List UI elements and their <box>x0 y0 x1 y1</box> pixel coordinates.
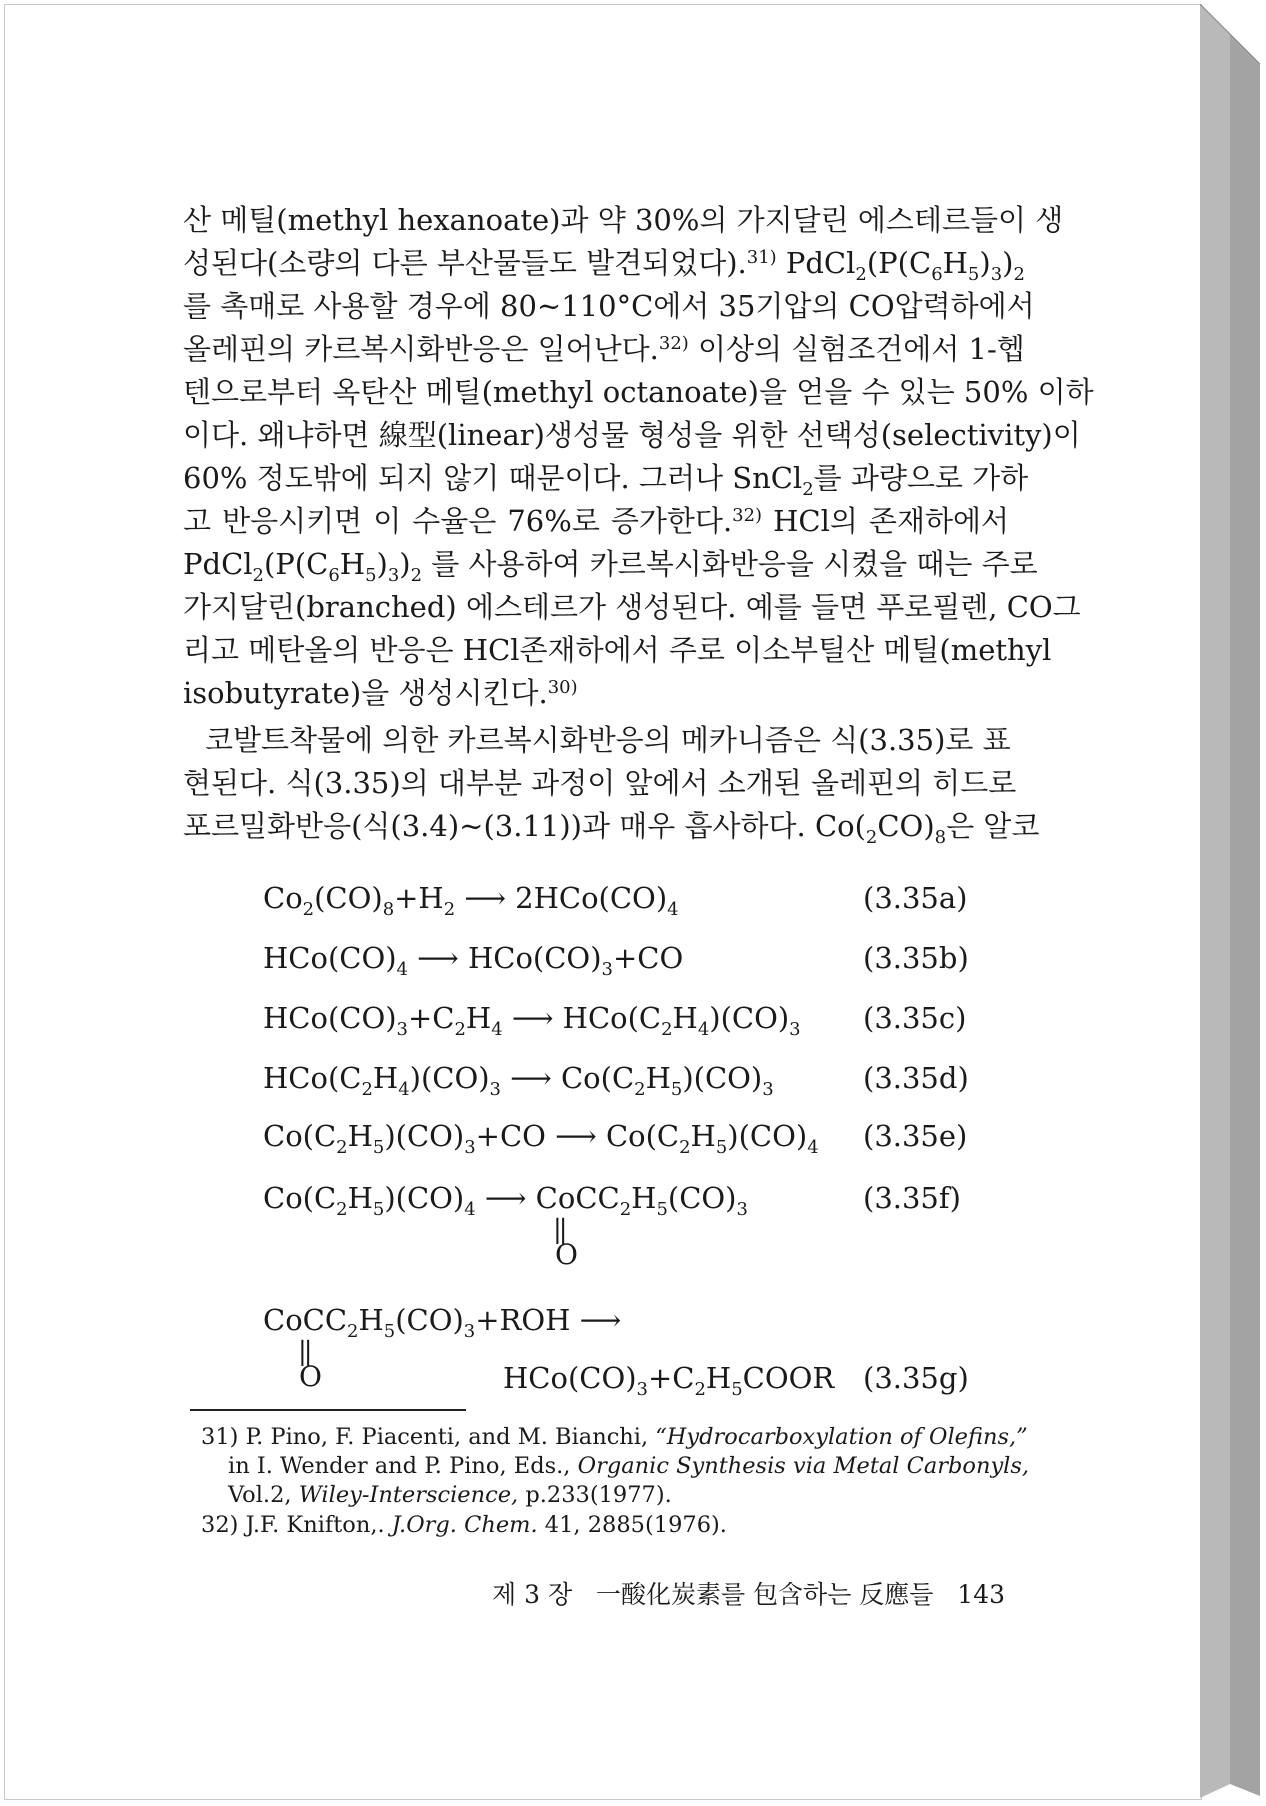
equation-c-label: (3.35c) <box>863 1001 967 1035</box>
footnote-31-volume: Vol.2, <box>228 1482 292 1508</box>
body-line-8-tail: HCl의 존재하에서 <box>773 504 1010 538</box>
body-line-8 <box>183 501 1009 541</box>
body-line-9 <box>183 544 1038 586</box>
body-line-15 <box>183 806 1040 848</box>
body-line-7 <box>183 458 1029 500</box>
body-line-12 <box>183 673 1009 713</box>
footnote-31-page: p.233(1977). <box>525 1482 672 1508</box>
citation-30: 30) <box>547 677 578 699</box>
double-bond-mark-f: || <box>553 1215 565 1245</box>
equation-e-label: (3.35e) <box>863 1119 968 1153</box>
pdcl2-formula: $PdCl_2(P(C_6H_5)_3)_2$ <box>785 246 1025 285</box>
page-edge-shading <box>1200 4 1262 1800</box>
footnote-31-title: “Hydrocarboxylation of Olefins,” <box>655 1424 1028 1450</box>
body-line-2 <box>183 243 1025 285</box>
footnote-31-line-3 <box>228 1480 672 1510</box>
body-line-9-text: 를 사용하여 카르복시화반응을 시켰을 때는 주로 <box>431 547 1038 581</box>
footnote-31-number: 31) <box>201 1424 239 1450</box>
body-line-11: 리고 메탄올의 반응은 HCl존재하에서 주로 이소부틸산 메틸(methyl <box>183 633 1052 667</box>
footnote-31-book-title: Organic Synthesis via Metal Carbonyls, <box>577 1453 1030 1479</box>
citation-32: 32) <box>658 333 689 355</box>
footnote-rule <box>190 1409 466 1411</box>
footer-chapter: 제 3 장 <box>492 1580 573 1609</box>
equation-c: $HCo(CO)_3+C_2H_4$ ⟶ $HCo(C_2H_4)(CO)_3$ <box>263 1001 801 1040</box>
footnote-32-citation: 41, 2885(1976). <box>544 1512 727 1538</box>
body-line-7-tail: 를 과량으로 가하 <box>813 461 1029 495</box>
footnote-32-authors: J.F. Knifton,. <box>245 1512 385 1538</box>
body-line-12-text: isobutyrate)을 생성시킨다. <box>183 676 548 710</box>
body-line-7-text: 60% 정도밖에 되지 않기 때문이다. 그러나 <box>183 461 723 495</box>
footnote-32 <box>201 1510 727 1540</box>
equation-f-label: (3.35f) <box>863 1181 961 1215</box>
equation-g-product: $HCo(CO)_3+C_2H_5COOR$ <box>503 1361 835 1400</box>
equation-g: $CoCC_2H_5(CO)_3+ROH$ ⟶ <box>263 1303 622 1342</box>
body-line-13: 코발트착물에 의한 카르복시화반응의 메카니즘은 식(3.35)로 표 <box>205 723 1011 757</box>
body-line-8-text: 고 반응시키면 이 수율은 76%로 증가한다. <box>183 504 733 538</box>
equation-d-label: (3.35d) <box>863 1061 969 1095</box>
pdcl2-formula-2: $PdCl_2(P(C_6H_5)_3)_2$ <box>183 547 423 586</box>
footnote-31-editors: in I. Wender and P. Pino, Eds., <box>228 1453 571 1479</box>
equation-e: $Co(C_2H_5)(CO)_3+CO$ ⟶ $Co(C_2H_5)(CO)_4$ <box>263 1119 819 1158</box>
body-line-4 <box>183 329 1025 369</box>
running-footer <box>492 1578 1006 1612</box>
citation-32b: 32) <box>732 505 763 527</box>
body-line-15-tail: 은 알코 <box>946 809 1040 843</box>
equation-a: $Co_2(CO)_8+H_2$ ⟶ $2HCo(CO)_4$ <box>263 881 679 920</box>
oxygen-mark-g: O <box>299 1360 322 1393</box>
footnote-31-publisher: Wiley-Interscience, <box>298 1482 519 1508</box>
footnote-31-line-2 <box>228 1451 1029 1481</box>
equation-b-label: (3.35b) <box>863 941 969 975</box>
co2co8-formula: $Co(_2CO)_8$ <box>814 809 947 848</box>
body-line-14: 현된다. 식(3.35)의 대부분 과정이 앞에서 소개된 올레핀의 히드로 <box>183 766 1017 800</box>
body-line-6: 이다. 왜냐하면 線型(linear)생성물 형성을 위한 선택성(selectivity)이 <box>183 418 1081 452</box>
body-line-2-text: 성된다(소량의 다른 부산물들도 발견되었다). <box>183 246 747 280</box>
body-line-1: 산 메틸(methyl hexanoate)과 약 30%의 가지달린 에스테르들이 생 <box>183 203 1064 237</box>
footer-title: 一酸化炭素를 包含하는 反應들 <box>595 1580 934 1609</box>
double-bond-mark-g: || <box>298 1337 310 1367</box>
equation-a-label: (3.35a) <box>863 881 968 915</box>
footnote-32-number: 32) <box>201 1512 239 1538</box>
body-line-4-text: 올레핀의 카르복시화반응은 일어난다. <box>183 332 659 366</box>
equation-d: $HCo(C_2H_4)(CO)_3$ ⟶ $Co(C_2H_5)(CO)_3$ <box>263 1061 774 1100</box>
equation-b: $HCo(CO)_4$ ⟶ $HCo(CO)_3+CO$ <box>263 941 684 980</box>
sncl2-formula: SnCl$_2$ <box>732 461 814 500</box>
page-number: 143 <box>957 1580 1006 1609</box>
equation-f: $Co(C_2H_5)(CO)_4$ ⟶ $CoCC_2H_5(CO)_3$ <box>263 1181 748 1220</box>
body-line-4-tail: 이상의 실험조건에서 1-헵 <box>697 332 1025 366</box>
footnote-32-journal: J.Org. Chem. <box>391 1512 538 1538</box>
body-line-15-text: 포르밀화반응(식(3.4)∼(3.11))과 매우 흡사하다. <box>183 809 806 843</box>
oxygen-mark-f: O <box>555 1238 578 1271</box>
footnote-31-line-1 <box>201 1422 1028 1452</box>
body-line-3: 를 촉매로 사용할 경우에 80∼110°C에서 35기압의 CO압력하에서 <box>183 289 1035 323</box>
footnote-31-authors: P. Pino, F. Piacenti, and M. Bianchi, <box>245 1424 649 1450</box>
citation-31: 31) <box>746 247 777 269</box>
equation-g-label: (3.35g) <box>863 1361 969 1395</box>
body-line-5: 텐으로부터 옥탄산 메틸(methyl octanoate)을 얻을 수 있는 50% 이하 <box>183 375 1094 409</box>
body-line-10: 가지달린(branched) 에스테르가 생성된다. 예를 들면 푸로필렌, CO그 <box>183 590 1081 624</box>
